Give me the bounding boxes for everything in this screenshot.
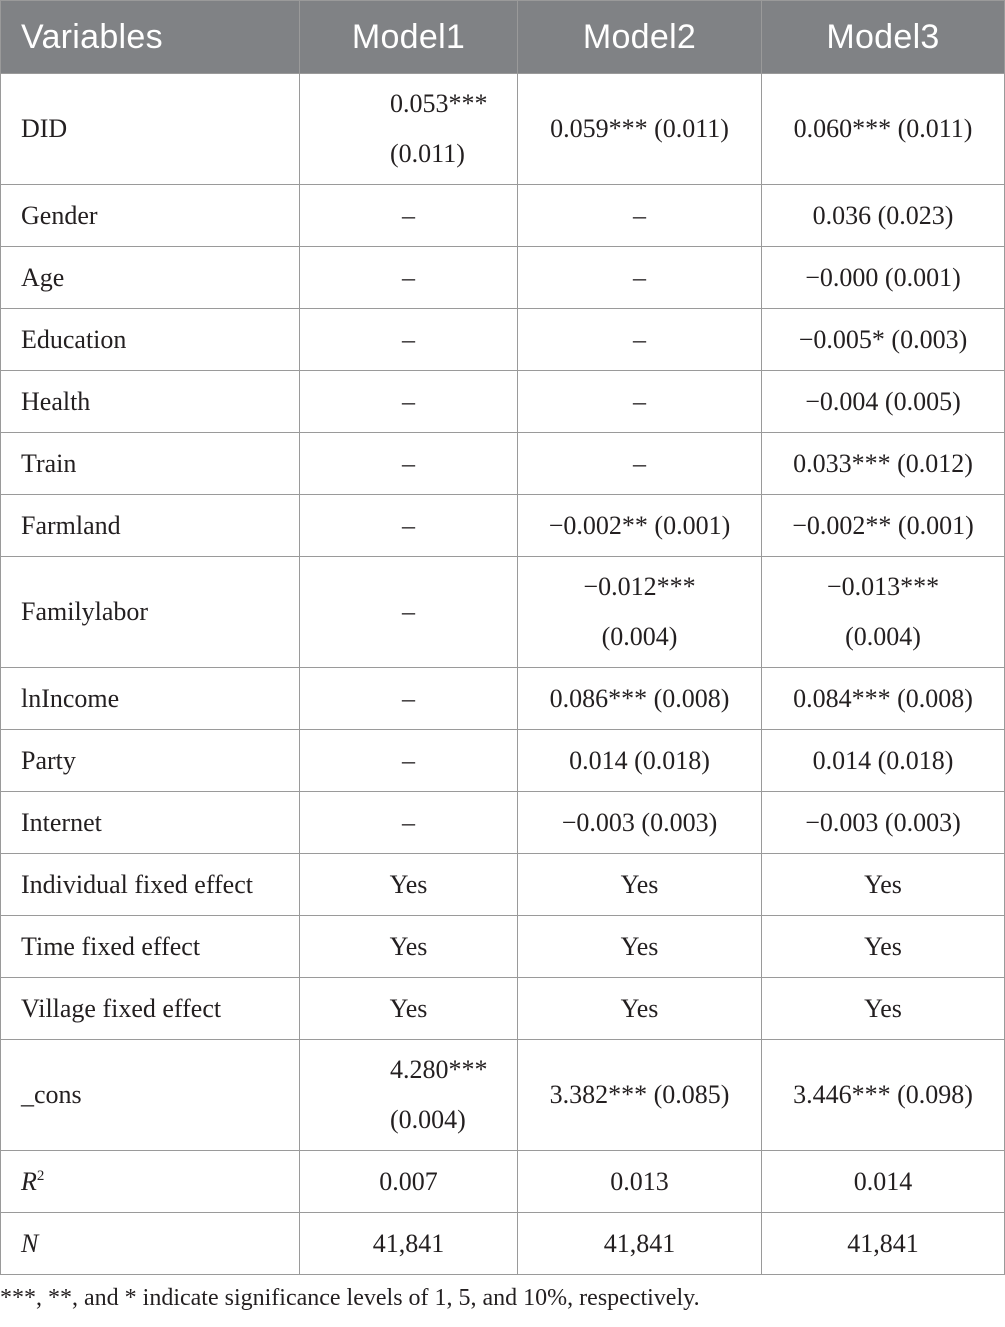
model2-value: −0.003 (0.003) — [518, 792, 762, 854]
model3-value: 41,841 — [762, 1213, 1005, 1275]
table-row — [1, 792, 1005, 854]
model1-value: – — [300, 668, 518, 730]
model3-value: 0.036 (0.023) — [762, 185, 1005, 247]
table-row — [1, 433, 1005, 495]
model1-value: 4.280*** (0.004) — [300, 1040, 518, 1151]
row-label: Education — [1, 309, 300, 371]
table-row — [1, 916, 1005, 978]
model2-value: 0.013 — [518, 1151, 762, 1213]
table-row — [1, 371, 1005, 433]
model1-value: – — [300, 495, 518, 557]
model2-value: −0.002** (0.001) — [518, 495, 762, 557]
table-row — [1, 74, 1005, 185]
r-squared-exponent: 2 — [36, 1167, 45, 1184]
model3-value: Yes — [762, 854, 1005, 916]
model2-value: – — [518, 247, 762, 309]
row-label: lnIncome — [1, 668, 300, 730]
model3-value: Yes — [762, 916, 1005, 978]
table-row — [1, 1213, 1005, 1275]
model1-value: – — [300, 730, 518, 792]
model1-value: Yes — [300, 916, 518, 978]
model2-value: – — [518, 185, 762, 247]
model1-value: Yes — [300, 854, 518, 916]
model1-value: – — [300, 371, 518, 433]
model3-value: −0.005* (0.003) — [762, 309, 1005, 371]
model3-value: −0.013*** (0.004) — [762, 557, 1005, 668]
model1-value: 0.007 — [300, 1151, 518, 1213]
table-row — [1, 668, 1005, 730]
header-variables: Variables — [1, 1, 300, 74]
model1-value: – — [300, 792, 518, 854]
model2-value: 0.059*** (0.011) — [518, 74, 762, 185]
model2-value: Yes — [518, 854, 762, 916]
model1-value: – — [300, 185, 518, 247]
model2-value: 0.086*** (0.008) — [518, 668, 762, 730]
table-row — [1, 730, 1005, 792]
model2-value: Yes — [518, 916, 762, 978]
table-row — [1, 1040, 1005, 1151]
row-label: Health — [1, 371, 300, 433]
model2-value: −0.012*** (0.004) — [518, 557, 762, 668]
row-label-r-squared — [1, 1151, 300, 1213]
model1-value: 41,841 — [300, 1213, 518, 1275]
row-label: N — [1, 1213, 300, 1275]
row-label: Train — [1, 433, 300, 495]
model2-value: – — [518, 433, 762, 495]
row-label: Party — [1, 730, 300, 792]
table-row — [1, 1151, 1005, 1213]
table-row — [1, 185, 1005, 247]
model3-value: −0.004 (0.005) — [762, 371, 1005, 433]
model1-value: Yes — [300, 978, 518, 1040]
model3-value: 0.014 — [762, 1151, 1005, 1213]
r-squared-symbol: R — [21, 1166, 37, 1196]
table-row — [1, 247, 1005, 309]
table-footnote: ***, **, and * indicate significance levels of 1, 5, and 10%, respectively. — [0, 1285, 700, 1311]
row-label: Familylabor — [1, 557, 300, 668]
model2-value: Yes — [518, 978, 762, 1040]
row-label: Village fixed effect — [1, 978, 300, 1040]
model3-value: 3.446*** (0.098) — [762, 1040, 1005, 1151]
header-model2: Model2 — [518, 1, 762, 74]
model3-value: 0.084*** (0.008) — [762, 668, 1005, 730]
model2-value: 0.014 (0.018) — [518, 730, 762, 792]
row-label: Individual fixed effect — [1, 854, 300, 916]
model2-value: – — [518, 371, 762, 433]
row-label: Gender — [1, 185, 300, 247]
row-label: Time fixed effect — [1, 916, 300, 978]
table-row — [1, 557, 1005, 668]
row-label: _cons — [1, 1040, 300, 1151]
model3-value: 0.014 (0.018) — [762, 730, 1005, 792]
header-model3: Model3 — [762, 1, 1005, 74]
header-model1: Model1 — [300, 1, 518, 74]
row-label: Farmland — [1, 495, 300, 557]
model2-value: – — [518, 309, 762, 371]
model2-value: 41,841 — [518, 1213, 762, 1275]
table-header-row — [1, 1, 1005, 74]
model3-value: −0.003 (0.003) — [762, 792, 1005, 854]
model1-value: 0.053*** (0.011) — [300, 74, 518, 185]
model3-value: −0.002** (0.001) — [762, 495, 1005, 557]
model3-value: 0.060*** (0.011) — [762, 74, 1005, 185]
row-label: Age — [1, 247, 300, 309]
model2-value: 3.382*** (0.085) — [518, 1040, 762, 1151]
table-row — [1, 495, 1005, 557]
model3-value: −0.000 (0.001) — [762, 247, 1005, 309]
table-row — [1, 854, 1005, 916]
row-label: DID — [1, 74, 300, 185]
model1-value: – — [300, 433, 518, 495]
model1-value: – — [300, 309, 518, 371]
model3-value: 0.033*** (0.012) — [762, 433, 1005, 495]
table-row — [1, 978, 1005, 1040]
model3-value: Yes — [762, 978, 1005, 1040]
model1-value: – — [300, 247, 518, 309]
table-row — [1, 309, 1005, 371]
model1-value: – — [300, 557, 518, 668]
row-label: Internet — [1, 792, 300, 854]
